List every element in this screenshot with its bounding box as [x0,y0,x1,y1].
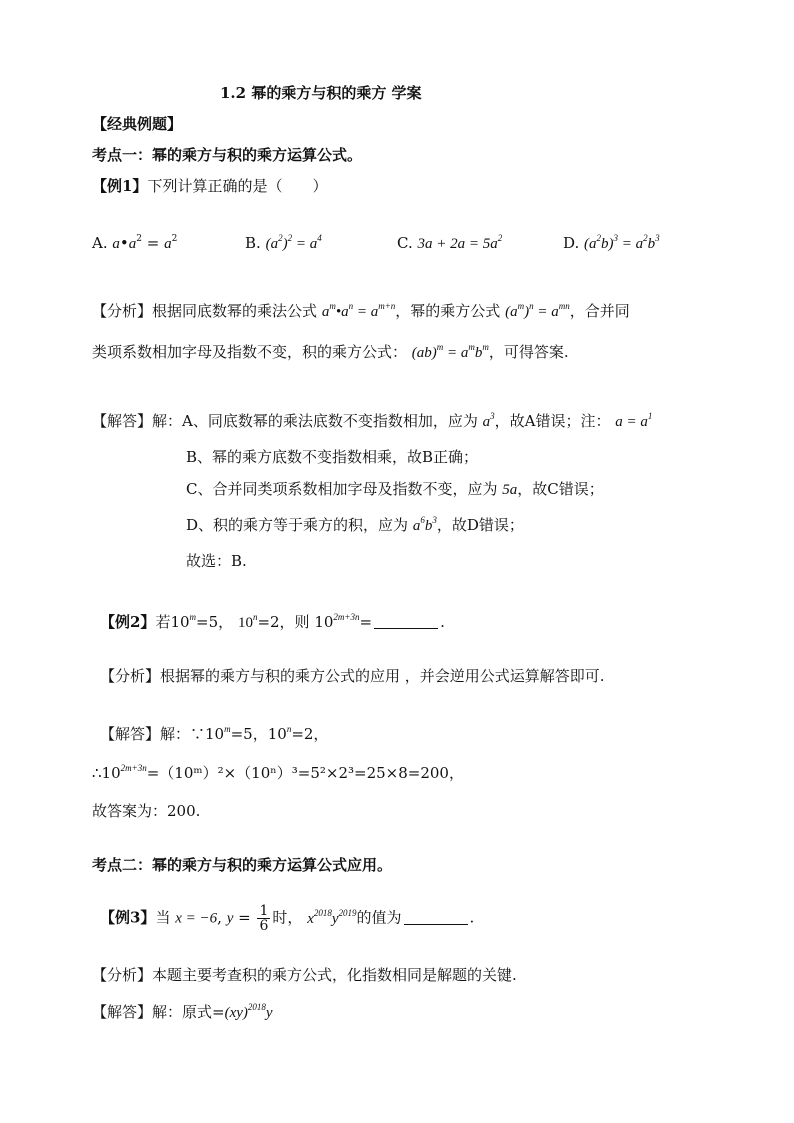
formula-product-power: $(ab)^m = a^mb^m$ [411,342,489,361]
formula-product-rule: $a^m•a^n = a^{m+n}$ [321,301,396,320]
option-a-formula: a [112,236,120,252]
example-1-answer-c: C、合并同类项系数相加字母及指数不变，应为 5a，故C错误； [186,480,604,498]
option-b: B. $(a^2)^2 = a^4$ [245,233,322,252]
example-1-label: 【例1】 [92,177,148,195]
fraction-one-sixth: $\frac{1}{6}$ [259,903,269,934]
option-d: D. $(a^2b)^3 = a^2b^3$ [563,233,660,252]
example-2-answer-blank [374,614,438,629]
example-1-answer-b: B、幂的乘方底数不变指数相乘，故B正确； [186,448,479,466]
example-1-stem: 【例1】下列计算正确的是（ ） [92,177,328,195]
example-2-answer-line-2: $\therefore 10^{2m+3n}=(10ᵐ)^2\times(10^n)^3=5^2\times 2^3=25\times 8=200$， [92,763,464,782]
example-2-answer-line-1: 【解答】解：$\because 10^m=5$，$10^n=2$， [100,724,329,743]
example-3-answer: 【解答】解：原式=(xy)$^{2018}$y [92,1002,273,1021]
section-heading: 【经典例题】 [92,115,183,133]
page-title: 1.2 幂的乘方与积的乘方 学案 [220,84,422,102]
option-c-formula: $3a + 2a = 5a^2$ [417,233,503,252]
example-1-analysis-line-2: 类项系数相加字母及指数不变，积的乘方公式： $(ab)^m = a^mb^m$，可得答案. [92,342,569,361]
example-1-answer-d: D、积的乘方等于乘方的积，应为 $a^6b^3$，故D错误； [186,515,524,534]
example-2-answer-line-3: 故答案为：200. [92,802,201,820]
example-3-answer-blank [404,910,468,925]
example-1-answer-choice: 故选：B. [186,552,247,570]
formula-power-rule: $(a^m)^n = a^{mn}$ [505,301,570,320]
example-3-analysis: 【分析】本题主要考查积的乘方公式，化指数相同是解题的关键. [92,966,517,984]
example-2-stem: 【例2】若$10^m=5$， $10^n=2$，则 $10^{2m+3n}=$ . [100,612,445,631]
point-two-heading: 考点二：幂的乘方与积的乘方运算公式应用。 [92,856,393,874]
example-2-analysis: 【分析】根据幂的乘方与积的乘方公式的应用 ，并会逆用公式运算解答即可. [100,667,605,685]
option-c: C. $3a + 2a = 5a^2$ [397,233,503,252]
example-1-answer-a: 【解答】解：A、同底数幂的乘法底数不变指数相加，应为 $a^3$，故A错误；注： $a = a^1$ [92,411,653,430]
option-d-formula: $(a^2b)^3 = a^2b^3$ [584,233,660,252]
point-one-heading: 考点一：幂的乘方与积的乘方运算公式。 [92,146,363,164]
example-1-analysis-line-1: 【分析】根据同底数幂的乘法公式 $a^m•a^n = a^{m+n}$，幂的乘方公式 $(a^m)^n = a^{mn}$，合并同 [92,301,630,320]
example-3-stem: 【例3】当 x = −6, y = $\frac{1}{6}$ 时， $x^{2018}y^{2019}$的值为 . [100,903,475,934]
option-b-formula: $(a^2)^2 = a^4$ [265,233,322,252]
option-a: A. $a•a^2 = a^2$ [92,234,178,252]
